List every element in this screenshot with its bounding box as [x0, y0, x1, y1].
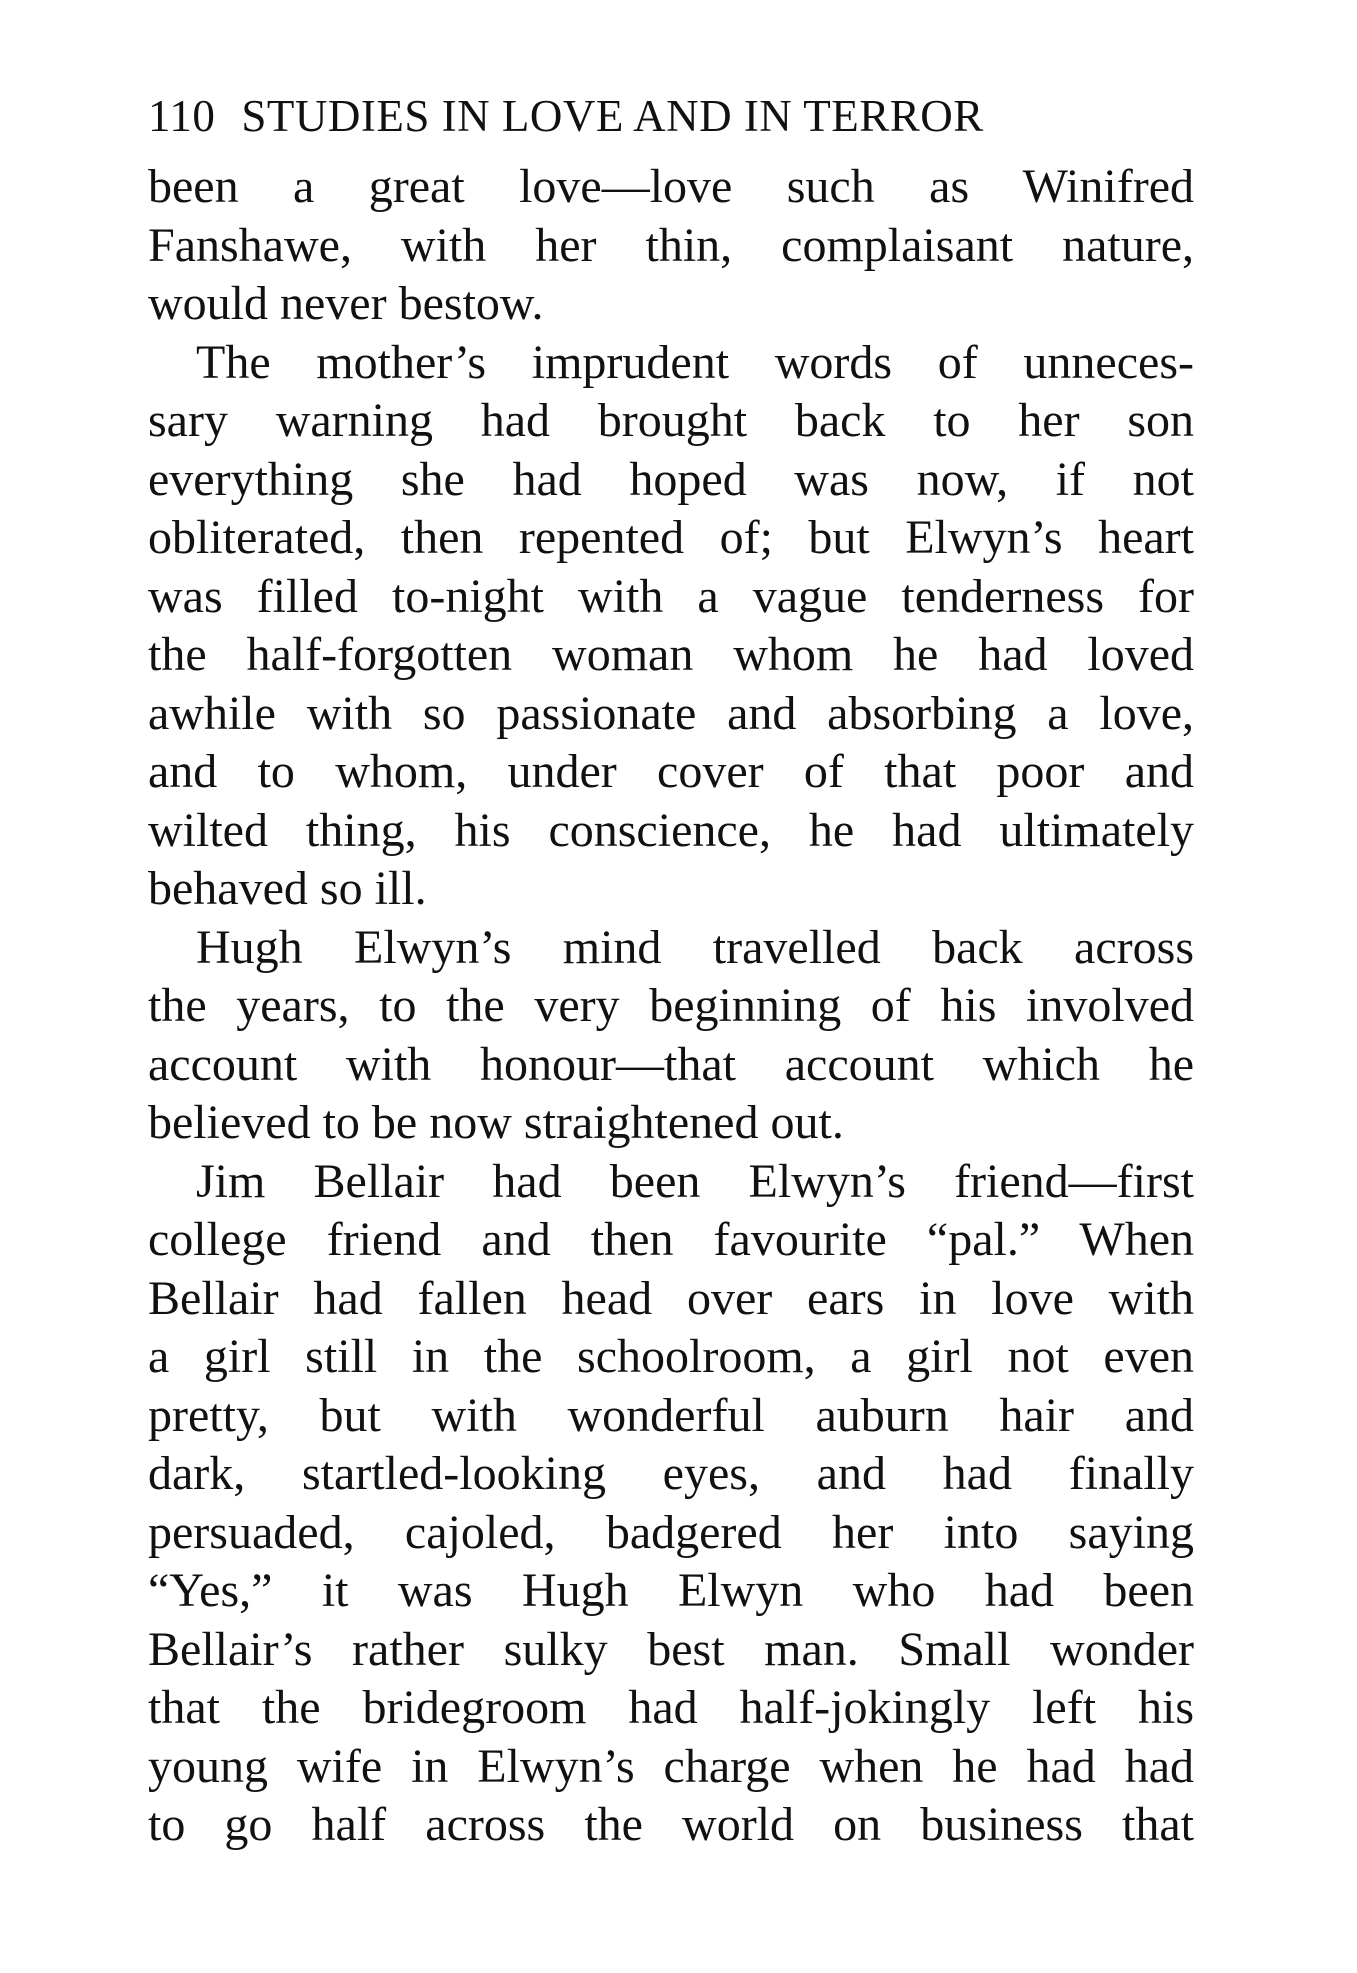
- book-title: STUDIES IN LOVE AND IN TERROR: [241, 91, 984, 141]
- text-line: a girl still in the schoolroom, a girl not even: [148, 1330, 1194, 1383]
- text-line: Bellair had fallen head over ears in love with: [148, 1271, 1194, 1325]
- text-line: would never bestow.: [148, 277, 544, 330]
- running-head: [148, 88, 1194, 144]
- paragraph-3: [148, 919, 1194, 1153]
- body-text: [148, 158, 1194, 1855]
- text-line: to go half across the world on business that: [148, 1798, 1194, 1851]
- text-line: obliterated, then repented of; but Elwyn’s heart: [148, 511, 1194, 564]
- text-line: the half-forgotten woman whom he had loved: [148, 628, 1194, 681]
- text-line: sary warning had brought back to her son: [148, 394, 1194, 447]
- text-line: awhile with so passionate and absorbing a love,: [148, 686, 1194, 740]
- text-line: believed to be now straightened out.: [148, 1096, 844, 1149]
- text-line: young wife in Elwyn’s charge when he had had: [148, 1739, 1194, 1793]
- text-line: everything she had hoped was now, if not: [148, 452, 1194, 506]
- text-line: Hugh Elwyn’s mind travelled back across: [196, 920, 1194, 974]
- page-number: 110: [148, 91, 216, 141]
- text-line: wilted thing, his conscience, he had ultimately: [148, 803, 1194, 857]
- text-line: Fanshawe, with her thin, complaisant nature,: [148, 218, 1194, 272]
- text-line: pretty, but with wonderful auburn hair and: [148, 1388, 1194, 1442]
- paragraph-4: [148, 1153, 1194, 1855]
- text-line: dark, startled-looking eyes, and had finally: [148, 1447, 1194, 1500]
- paragraph-2: [148, 334, 1194, 919]
- text-line: and to whom, under cover of that poor and: [148, 745, 1194, 798]
- text-line: been a great love—love such as Winifred: [148, 160, 1194, 213]
- text-line: behaved so ill.: [148, 862, 427, 915]
- text-line: that the bridegroom had half-jokingly left his: [148, 1681, 1194, 1734]
- text-line: college friend and then favourite “pal.” When: [148, 1213, 1194, 1266]
- text-line: Bellair’s rather sulky best man. Small wonder: [148, 1622, 1194, 1676]
- text-line: the years, to the very beginning of his involved: [148, 979, 1194, 1032]
- text-line: account with honour—that account which he: [148, 1037, 1194, 1091]
- text-line: persuaded, cajoled, badgered her into saying: [148, 1505, 1194, 1559]
- paragraph-1: [148, 158, 1194, 334]
- text-line: The mother’s imprudent words of unneces-: [196, 335, 1194, 389]
- text-line: Jim Bellair had been Elwyn’s friend—first: [196, 1154, 1194, 1208]
- text-line: was filled to-night with a vague tenderness for: [148, 569, 1194, 623]
- text-line: “Yes,” it was Hugh Elwyn who had been: [148, 1564, 1194, 1617]
